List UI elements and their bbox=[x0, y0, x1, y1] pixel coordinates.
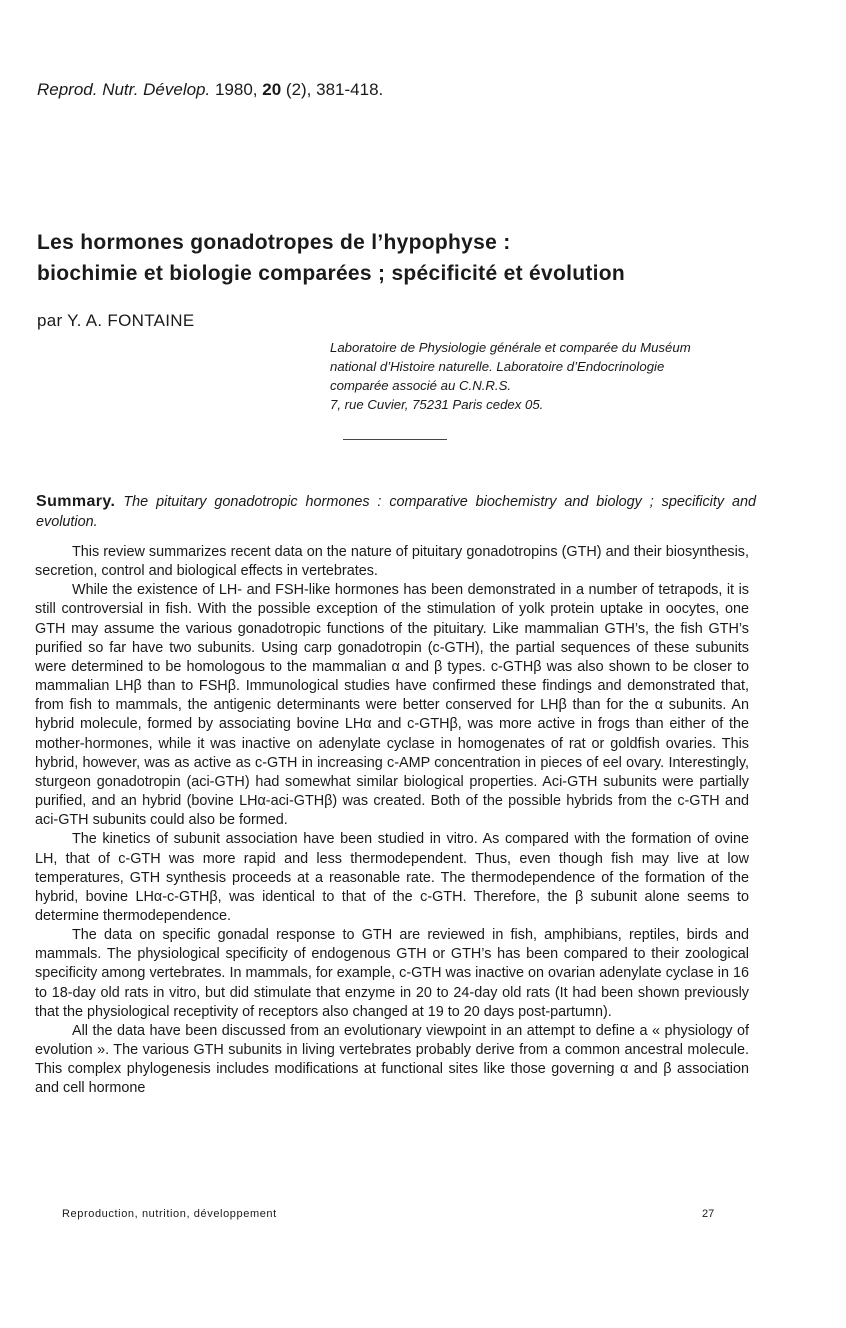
separator-rule bbox=[343, 439, 447, 440]
journal-citation bbox=[37, 80, 383, 100]
footer-page-number: 27 bbox=[702, 1208, 715, 1220]
affiliation-line: national d’Histoire naturelle. Laboratoire d’Endocrinologie bbox=[330, 359, 665, 374]
affiliation-block bbox=[330, 338, 750, 414]
journal-volume: 20 bbox=[262, 80, 282, 99]
abstract-paragraph: The kinetics of subunit association have been studied in vitro. As compared with the formation of ovine LH, that of c-GTH was more rapid and less thermodependent. Thus, even though fish may live at low temperatures, GTH synthesis proceeds at a reasonable rate. The thermodependence of the formation of the hybrid, bovine LHα-c-GTHβ, was identical to that of the c-GTH. Therefore, the β subunit alone seems to determine thermodependence. bbox=[35, 831, 749, 924]
journal-year: 1980, bbox=[214, 80, 258, 99]
article-title-line-2: biochimie et biologie comparées ; spécificité et évolution bbox=[37, 262, 626, 285]
article-title-line-1: Les hormones gonadotropes de l’hypophyse : bbox=[37, 231, 511, 254]
summary-subtitle: The pituitary gonadotropic hormones : comparative biochemistry and biology ; specificity and evolution. bbox=[36, 494, 756, 530]
abstract-paragraph: While the existence of LH- and FSH-like hormones has been demonstrated in a number of tetrapods, it is still controversial in fish. With the possible exception of the stimulation of yolk protein uptake in oocytes, one GTH may assume the various gonadotropic functions of the pituitary. Like mammalian GTH’s, the fish GTH’s purified so far have two subunits. Using carp gonadotropin (c-GTH), the partial sequences of these subunits were determined to be homologous to the mammalian α and β types. c-GTHβ was also shown to be closer to mammalian LHβ than to FSHβ. Immunological studies have confirmed these findings and demonstrated that, from fish to mammals, the antigenic determinants were better conserved for LHβ than for the α subunits. An hybrid molecule, formed by associating bovine LHα and c-GTHβ, was more active in frogs than either of the mother-hormones, while it was inactive on adenylate cyclase in homogenates of rat or goldfish ovaries. This hybrid, however, was as active as c-GTH in increasing c-AMP concentration in pieces of eel ovary. Interestingly, sturgeon gonadotropin (aci-GTH) had somewhat similar biological properties. Aci-GTH subunits were partially purified, and an hybrid (bovine LHα-aci-GTHβ) was created. Both of the possible hybrids from the c-GTH and aci-GTH subunits could also be formed. bbox=[35, 582, 749, 829]
journal-name: Reprod. Nutr. Dévelop. bbox=[37, 80, 211, 99]
affiliation-line: Laboratoire de Physiologie générale et comparée du Muséum bbox=[330, 340, 691, 355]
footer-journal-name: Reproduction, nutrition, développement bbox=[62, 1208, 277, 1220]
abstract-paragraph: This review summarizes recent data on the nature of pituitary gonadotropins (GTH) and their biosynthesis, secretion, control and biological effects in vertebrates. bbox=[35, 544, 749, 580]
abstract-paragraph: All the data have been discussed from an evolutionary viewpoint in an attempt to define a « physiology of evolution ». The various GTH subunits in living vertebrates probably derive from a common ancestral molecule. This complex phylogenesis includes modifications at functional sites like those governing α and β association and cell hormone bbox=[35, 1022, 749, 1097]
summary-label: Summary. bbox=[36, 493, 116, 510]
affiliation-line: comparée associé au C.N.R.S. bbox=[330, 378, 512, 393]
journal-issue-pages: (2), 381-418. bbox=[285, 80, 384, 99]
summary-heading bbox=[36, 492, 756, 532]
abstract-paragraph: The data on specific gonadal response to GTH are reviewed in fish, amphibians, reptiles, birds and mammals. The physiological specificity of endogenous GTH or GTH’s has been compared to their zoological specificity among vertebrates. In mammals, for example, c-GTH was inactive on ovarian adenylate cyclase in 16 to 18-day old rats in vitro, but did stimulate that enzyme in 20 to 24-day old rats (It had been shown previously that the physiological receptivity of receptors also changed at 19 to 20 days post-partumn). bbox=[35, 927, 749, 1020]
author-line: par Y. A. FONTAINE bbox=[37, 311, 195, 330]
abstract-body bbox=[35, 543, 749, 1099]
affiliation-line: 7, rue Cuvier, 75231 Paris cedex 05. bbox=[330, 397, 544, 412]
